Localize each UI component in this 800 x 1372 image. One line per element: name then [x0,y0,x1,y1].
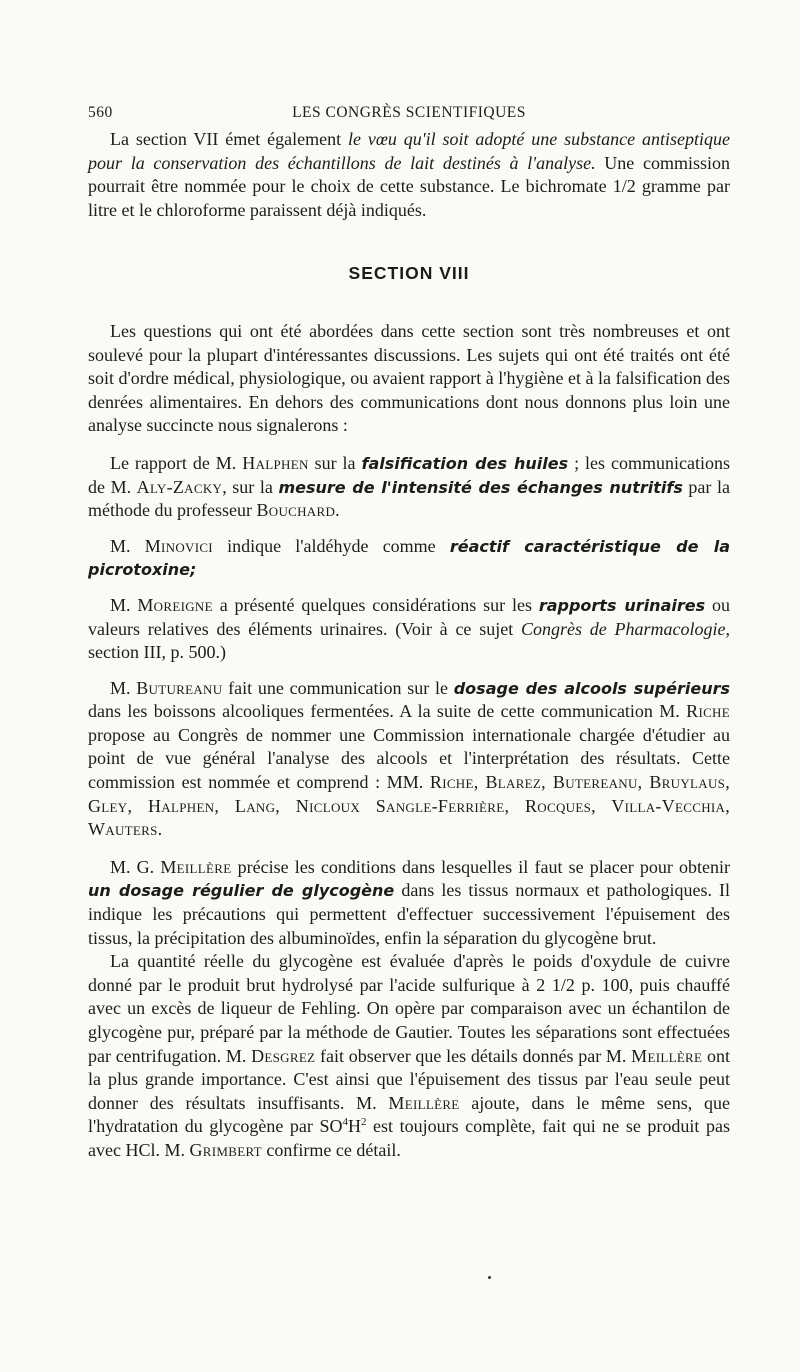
author-name: Butureanu [136,677,223,698]
reference-title: Congrès de Pharmacologie [520,618,726,639]
author-name: Minovici [144,535,213,556]
author-name: Riche [686,701,730,722]
print-speck [488,1276,491,1279]
topic-title: réactif caractéristique de la picrotoxine; [88,536,731,580]
author-name: Desgrez [251,1045,316,1066]
paragraph-moreigne: M. Moreigne a présenté quelques considérations sur les rapports urinaires ou valeurs relatives des éléments urinaires. (Voir à ce sujet Congrès de Pharmacologie, section III, p. 500.) [88,594,730,663]
paragraph-butereanu: M. Butureanu fait une communication sur le dosage des alcools supérieurs dans les boissons alcooliques fermentées. A la suite de cette communication M. Riche propose au Congrès de nommer une Commission internationale chargée d'étudier au point de vue général l'analyse des alcools et l'interprétation des résultats. Cette commission est nommée et comprend : MM. Riche, Blarez, Butereanu, Bruylaus, Gley, Halphen, Lang, Nicloux Sangle-Ferrière, Rocques, Villa-Vecchia, Wauters. [88,677,731,840]
topic-title: dosage des alcools supérieurs [453,678,731,698]
author-name: Aly-Zacky [136,476,223,497]
author-name: Bouchard [256,500,336,521]
author-name: Halphen [242,452,309,473]
topic-title: falsification des huiles [361,453,569,473]
topic-title: mesure de l'intensité des échanges nutritifs [278,477,683,497]
commission-members: Riche, Blarez, Butereanu, Bruylaus, Gley, Halphen, Lang, Nicloux Sangle-Ferrière, Rocques, Villa-Vecchia, Wauters [88,772,730,840]
superscript: 4 [342,1116,348,1129]
paragraph-halphen: Le rapport de M. Halphen sur la falsification des huiles ; les communications de M. Aly-Zacky, sur la mesure de l'intensité des échanges nutritifs par la méthode du professeur Bouchard. [88,452,730,521]
topic-title: rapports urinaires [538,595,706,615]
paragraph-meillere: M. G. Meillère précise les conditions dans lesquelles il faut se placer pour obtenir un dosage régulier de glycogène dans les tissus normaux et pathologiques. Il indique les précautions qui permettent d'effectuer successivement l'épuisement des tissus, la précipitation des albuminoïdes, enfin la séparation du glycogène brut. [88,856,731,948]
author-name: Moreigne [137,594,213,615]
author-name: Meillère [388,1092,460,1113]
paragraph-section-vii: La section VII émet également le vœu qu'il soit adopté une substance antiseptique pour la conservation des échantillons de lait destinés à l'analyse. Une commission pourrait être nommée pour le choix de cette substance. Le bichromate 1/2 gramme par litre et le chloroforme paraissent déjà indiqués. [88,129,730,220]
author-name: Meillère [631,1045,703,1066]
section-heading: SECTION VIII [348,263,470,284]
running-header [88,104,730,124]
paragraph-glycogene: La quantité réelle du glycogène est évaluée d'après le poids d'oxydule de cuivre donné par le produit brut hydrolysé par l'acide sulfurique à 2 1/2 p. 100, puis chauffé avec un excès de liqueur de Fehling. On opère par comparaison avec un échantilon de glycogène pur, préparé par la méthode de Gautier. Toutes les séparations sont effectuées par centrifugation. M. Desgrez fait observer que les détails donnés par M. Meillère ont la plus grande importance. C'est ainsi que l'épuisement des tissus par l'eau seule peut donner des résultats insuffisants. M. Meillère ajoute, dans le même sens, que l'hydratation du glycogène par $SO^4H^2$ est toujours complète, fait qui ne se produit pas avec HCl. M. Grimbert confirme ce détail. [88,951,730,1160]
paragraph-intro: Les questions qui ont été abordées dans cette section sont très nombreuses et ont soulevé pour la plupart d'intéressantes discussions. Les sujets qui ont été traités ont été soit d'ordre médical, physiologique, ou avaient rapport à l'hygiène et à la falsification des denrées alimentaires. En dehors des communications dont nous donnons plus loin une analyse succincte nous signalerons : [88,320,730,436]
emphasis-text: le vœu qu'il soit adopté une substance antiseptique pour la conservation des échantillons de lait destinés à l'analyse. [88,129,730,173]
running-title: LES CONGRÈS SCIENTIFIQUES [292,104,526,121]
paragraph-minovici: M. Minovici indique l'aldéhyde comme réactif caractéristique de la picrotoxine; [88,535,731,580]
page-number: 560 [88,104,113,121]
author-name: Grimbert [189,1139,262,1160]
superscript: 2 [360,1116,367,1129]
topic-title: un dosage régulier de glycogène [88,881,395,901]
author-name: Meillère [160,856,232,877]
page-body [88,128,730,1163]
